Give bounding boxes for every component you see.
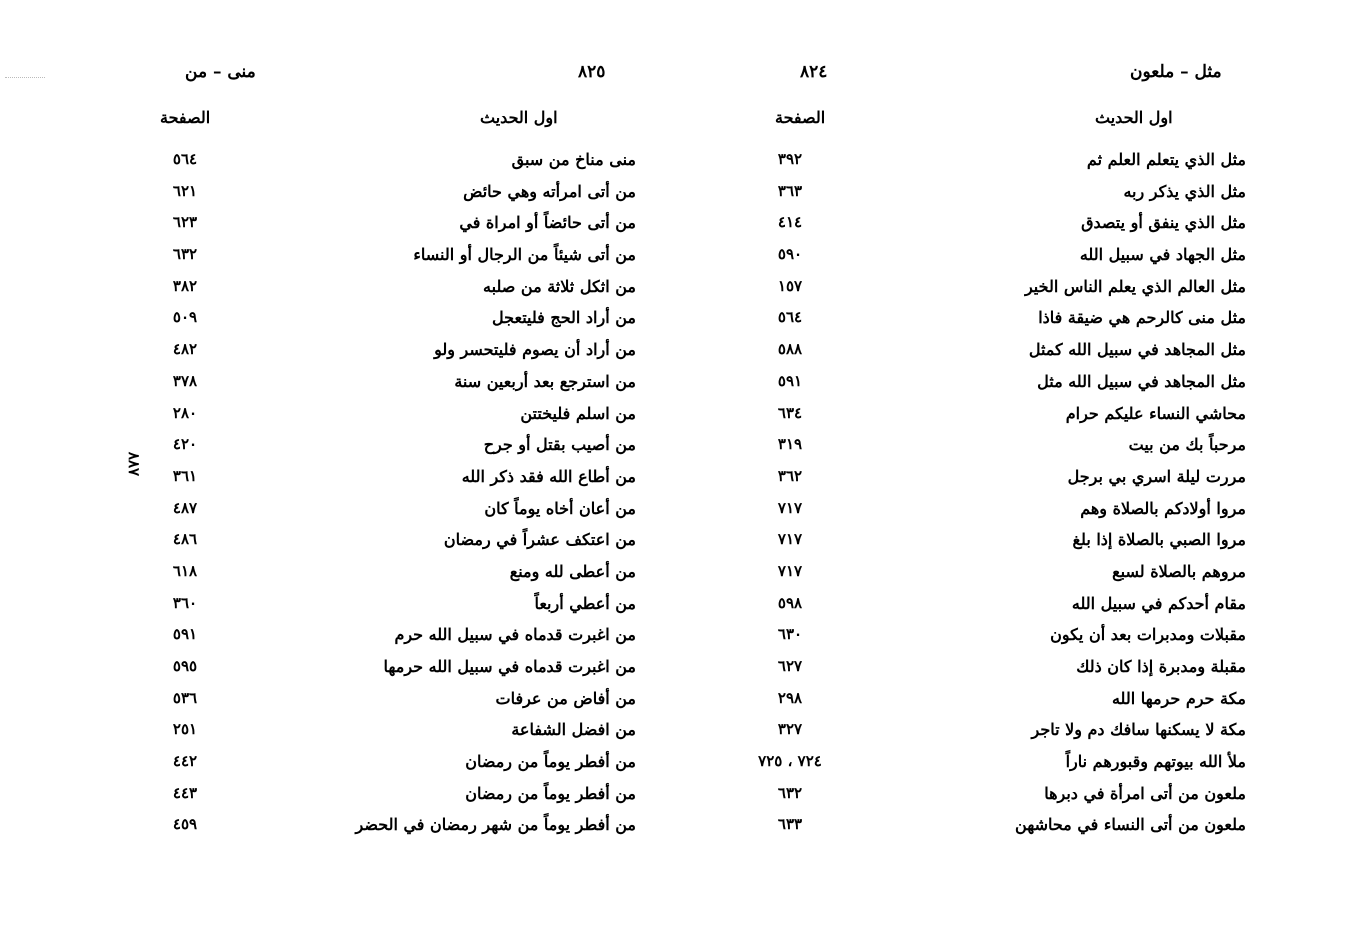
left-first-line-column-header: اول الحديث (480, 108, 558, 127)
index-entry (150, 150, 650, 182)
left-page-column-header: الصفحة (160, 108, 211, 127)
hadith-opening: من أعطي أربعاً (534, 593, 636, 613)
page-reference: ٢٥١ (172, 720, 198, 739)
page-reference: ٦٣٠ (777, 625, 803, 644)
page-reference: ٦٣٣ (777, 815, 803, 834)
left-running-title: منى – من (185, 62, 256, 82)
hadith-opening: ملأ الله بيوتهم وقبورهم ناراً (1065, 752, 1246, 772)
index-entry (150, 752, 650, 784)
hadith-opening: من أفطر يوماً من شهر رمضان في الحضر (355, 815, 636, 835)
hadith-opening: مثل الجهاد في سبيل الله (1079, 245, 1246, 265)
index-entry (150, 530, 650, 562)
index-entry (150, 182, 650, 214)
hadith-opening: مروهم بالصلاة لسبع (1112, 561, 1246, 581)
page-reference: ٢٩٨ (777, 688, 803, 707)
index-entry (760, 277, 1260, 309)
index-entry (150, 467, 650, 499)
hadith-opening: مكة لا يسكنها سافك دم ولا تاجر (1031, 720, 1246, 740)
hadith-opening: من أراد أن يصوم فليتحسر ولو (434, 340, 636, 360)
index-entry (760, 594, 1260, 626)
index-entry (760, 499, 1260, 531)
page-reference: ٥٨٨ (777, 340, 803, 359)
page-reference: ٦٢٧ (777, 657, 803, 675)
page-reference: ٦٢٣ (172, 213, 198, 232)
index-entry (150, 340, 650, 372)
index-entry (150, 625, 650, 657)
index-entry (150, 562, 650, 594)
hadith-opening: مروا أولادكم بالصلاة وهم (1080, 498, 1246, 518)
hadith-opening: مثل المجاهد في سبيل الله كمثل (1028, 340, 1246, 360)
index-entry (760, 372, 1260, 404)
hadith-opening: من اغبرت قدماه في سبيل الله حرم (394, 625, 636, 645)
page-reference: ٧٢٤ ، ٧٢٥ (758, 752, 822, 771)
page-reference: ٤٢٠ (172, 435, 198, 454)
index-entry (150, 435, 650, 467)
index-entry (760, 467, 1260, 499)
index-entry (150, 594, 650, 626)
hadith-opening: من أعطى لله ومنع (509, 561, 636, 581)
hadith-opening: من أطاع الله فقد ذكر الله (461, 466, 636, 486)
hadith-opening: ملعون من أتى النساء في محاشهن (1015, 815, 1246, 835)
index-entry (760, 689, 1260, 721)
page-reference: ٤٥٩ (172, 815, 198, 834)
hadith-opening: مقبلات ومدبرات بعد أن يكون (1050, 625, 1246, 645)
index-entry (760, 404, 1260, 436)
hadith-opening: من اثكل ثلاثة من صلبه (483, 276, 636, 296)
page-reference: ٣٨٢ (172, 276, 198, 295)
page-reference: ٥٩١ (172, 625, 198, 644)
right-entry-list (760, 150, 1260, 847)
index-entry (150, 245, 650, 277)
index-entry (150, 689, 650, 721)
hadith-opening: من أفطر يوماً من رمضان (465, 752, 636, 772)
hadith-opening: من أتى حائضاً أو امراة في (459, 213, 636, 233)
index-entry (150, 277, 650, 309)
index-entry (150, 372, 650, 404)
left-page (150, 0, 650, 939)
hadith-opening: من اغبرت قدماه في سبيل الله حرمها (383, 657, 636, 676)
hadith-opening: من اسلم فليختتن (520, 403, 636, 423)
index-entry (150, 815, 650, 847)
hadith-opening: مثل منى كالرحم هي ضيقة فاذا (1038, 308, 1246, 328)
page-reference: ٤٤٣ (172, 783, 198, 802)
right-page-column-header: الصفحة (775, 108, 826, 127)
page-reference: ٥٩٠ (777, 245, 803, 264)
hadith-opening: ملعون من أتى امرأة في دبرها (1044, 783, 1246, 803)
hadith-opening: مثل المجاهد في سبيل الله مثل (1037, 371, 1246, 391)
page-reference: ٣٩٢ (777, 150, 803, 168)
index-entry (150, 720, 650, 752)
index-entry (760, 150, 1260, 182)
hadith-opening: مثل الذي يذكر ربه (1123, 181, 1246, 201)
page-reference: ٤٨٧ (172, 498, 198, 517)
page-reference: ٣٦٢ (777, 466, 803, 485)
hadith-opening: من أصيب بقتل أو جرح (483, 435, 636, 455)
page-reference: ٤٨٦ (172, 530, 198, 549)
hadith-opening: مقبلة ومدبرة إذا كان ذلك (1076, 657, 1246, 676)
index-entry (760, 784, 1260, 816)
page-reference: ٦٢١ (172, 181, 198, 200)
index-entry (760, 308, 1260, 340)
page-reference: ٦١٨ (172, 561, 198, 580)
hadith-opening: منى مناخ من سبق (511, 150, 636, 169)
page-reference: ٤٤٢ (172, 752, 198, 771)
left-page-number: ٨٢٥ (578, 62, 606, 82)
hadith-opening: من استرجع بعد أربعين سنة (454, 371, 636, 391)
margin-mark: ٨٨٧ (125, 451, 144, 477)
index-entry (150, 499, 650, 531)
index-entry (150, 213, 650, 245)
page-reference: ٣٦١ (172, 466, 198, 485)
hadith-opening: من افضل الشفاعة (511, 720, 636, 740)
page-reference: ٢٨٠ (172, 403, 198, 422)
hadith-opening: محاشي النساء عليكم حرام (1065, 403, 1246, 423)
index-entry (760, 213, 1260, 245)
index-entry (760, 720, 1260, 752)
page-reference: ٣٧٨ (172, 371, 198, 390)
hadith-opening: مقام أحدكم في سبيل الله (1071, 593, 1246, 613)
hadith-opening: من أراد الحج فليتعجل (492, 308, 636, 328)
index-entry (760, 752, 1260, 784)
page-reference: ٥٣٦ (172, 688, 198, 707)
right-running-title: مثل – ملعون (1130, 62, 1222, 82)
hadith-opening: من أتى شيئاً من الرجال أو النساء (413, 245, 636, 265)
hadith-opening: مررت ليلة اسري بي برجل (1067, 466, 1246, 486)
index-entry (150, 657, 650, 689)
page-reference: ٥٦٤ (777, 308, 803, 327)
page-reference: ٧١٧ (777, 498, 803, 517)
page-reference: ٧١٧ (777, 530, 803, 549)
index-entry (150, 308, 650, 340)
page-reference: ٥٠٩ (172, 308, 198, 327)
index-entry (760, 245, 1260, 277)
scan-speck (5, 77, 45, 79)
hadith-opening: من أفاض من عرفات (495, 688, 636, 708)
page-reference: ٦٣٤ (777, 403, 803, 422)
page-reference: ٣٦٠ (172, 593, 198, 612)
page-reference: ٥٦٤ (172, 150, 198, 168)
page-reference: ٣١٩ (777, 435, 803, 454)
hadith-opening: من أفطر يوماً من رمضان (465, 783, 636, 803)
page-reference: ١٥٧ (777, 276, 803, 295)
page-reference: ٥٩٨ (777, 593, 803, 612)
index-entry (760, 815, 1260, 847)
index-entry (760, 657, 1260, 689)
page-reference: ٣٦٣ (777, 181, 803, 200)
index-entry (150, 404, 650, 436)
page-reference: ٣٢٧ (777, 720, 803, 739)
page-reference: ٦٣٢ (777, 783, 803, 802)
page-reference: ٧١٧ (777, 561, 803, 580)
index-entry (760, 435, 1260, 467)
page-reference: ٥٩١ (777, 371, 803, 390)
index-entry (760, 182, 1260, 214)
index-entry (150, 784, 650, 816)
hadith-opening: مروا الصبي بالصلاة إذا بلغ (1072, 530, 1246, 550)
page-reference: ٤١٤ (777, 213, 803, 232)
page-reference: ٥٩٥ (172, 657, 198, 675)
hadith-opening: من اعتكف عشراً في رمضان (443, 530, 636, 550)
page-reference: ٤٨٢ (172, 340, 198, 359)
index-entry (760, 562, 1260, 594)
index-entry (760, 340, 1260, 372)
hadith-opening: مرحباً بك من بيت (1128, 435, 1246, 455)
index-entry (760, 625, 1260, 657)
right-first-line-column-header: اول الحديث (1095, 108, 1173, 127)
page-reference: ٦٣٢ (172, 245, 198, 264)
right-page (760, 0, 1260, 939)
right-page-number: ٨٢٤ (800, 62, 828, 82)
left-entry-list (150, 150, 650, 847)
hadith-opening: من أعان أخاه يوماً كان (484, 498, 636, 518)
index-entry (760, 530, 1260, 562)
hadith-opening: مثل الذي يتعلم العلم ثم (1086, 150, 1246, 169)
hadith-opening: مثل العالم الذي يعلم الناس الخير (1024, 276, 1246, 296)
hadith-opening: من أتى امرأته وهي حائض (463, 181, 636, 201)
hadith-opening: مثل الذي ينفق أو يتصدق (1081, 213, 1246, 233)
hadith-opening: مكة حرم حرمها الله (1111, 688, 1246, 708)
